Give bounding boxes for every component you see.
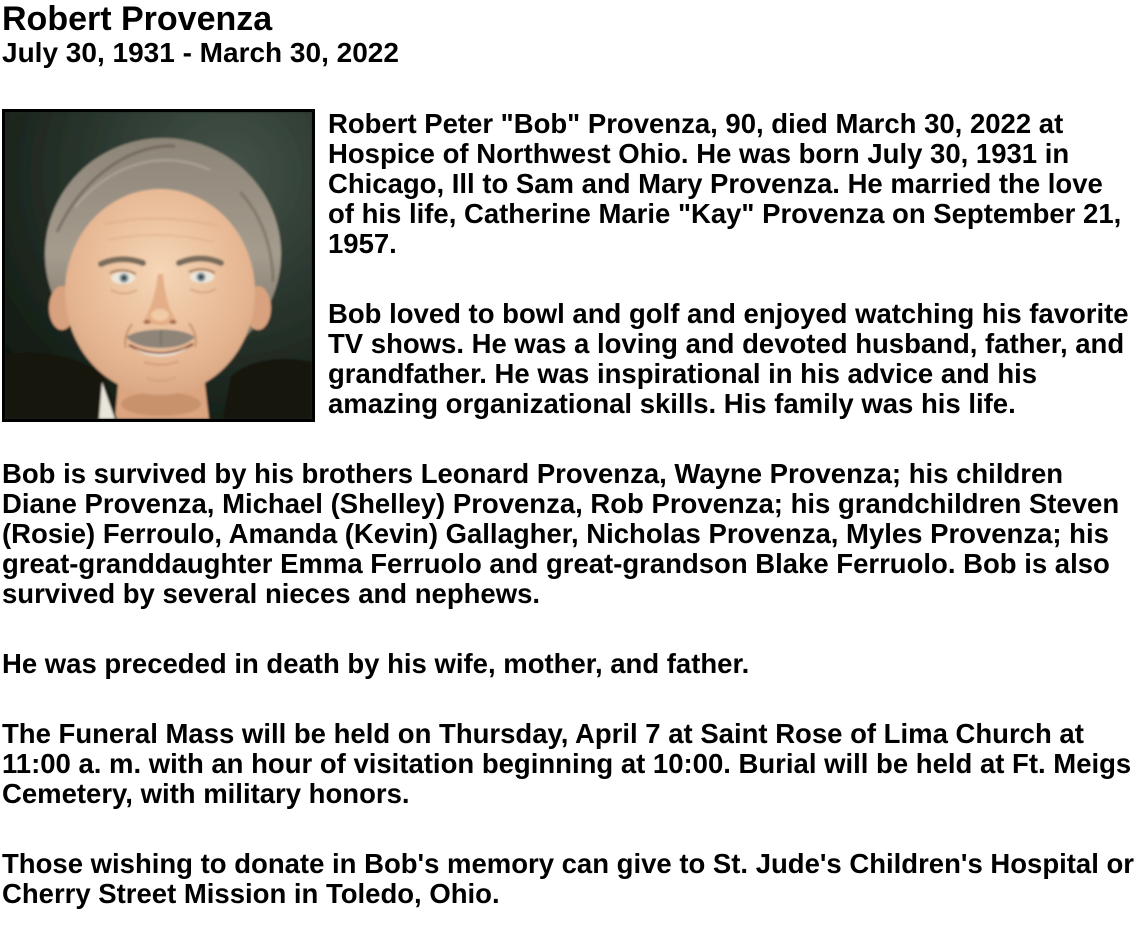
portrait-figure (2, 109, 315, 422)
obituary-paragraph-funeral-details: The Funeral Mass will be held on Thursday, April 7 at Saint Rose of Lima Church at 11:00 a. m. with an hour of visitation beginning at 10:00. Burial will be held at Ft. Meigs Cemetery, with military honors. (2, 718, 1132, 809)
life-dates: July 30, 1931 - March 30, 2022 (2, 37, 399, 68)
obituary-paragraph-preceded-by: He was preceded in death by his wife, mother, and father. (2, 648, 750, 679)
obituary-paragraph-intro: Robert Peter "Bob" Provenza, 90, died March 30, 2022 at Hospice of Northwest Ohio. He was born July 30, 1931 in Chicago, Ill to Sam and Mary Provenza. He married the love of his life, Catherine Marie "Kay" Provenza on September 21, 1957. (328, 108, 1122, 259)
obituary-paragraph-hobbies: Bob loved to bowl and golf and enjoyed watching his favorite TV shows. He was a loving and devoted husband, father, and grandfather. He was inspirational in his advice and his amazing organizational skills. His family was his life. (328, 298, 1129, 419)
obituary-paragraph-survived-by: Bob is survived by his brothers Leonard Provenza, Wayne Provenza; his children Diane Provenza, Michael (Shelley) Provenza, Rob Provenza; his grandchildren Steven (Rosie) Ferroulo, Amanda (Kevin) Gallagher, Nicholas Provenza, Myles Provenza; his great-granddaughter Emma Ferruolo and great-grandson Blake Ferruolo. Bob is also survived by several nieces and nephews. (2, 458, 1120, 609)
portrait-photo (5, 112, 312, 419)
page-title: Robert Provenza (2, 0, 273, 38)
portrait-illustration (5, 112, 312, 419)
obituary-paragraph-donations: Those wishing to donate in Bob's memory can give to St. Jude's Children's Hospital or Cherry Street Mission in Toledo, Ohio. (2, 848, 1134, 909)
obituary-body (2, 109, 1135, 909)
